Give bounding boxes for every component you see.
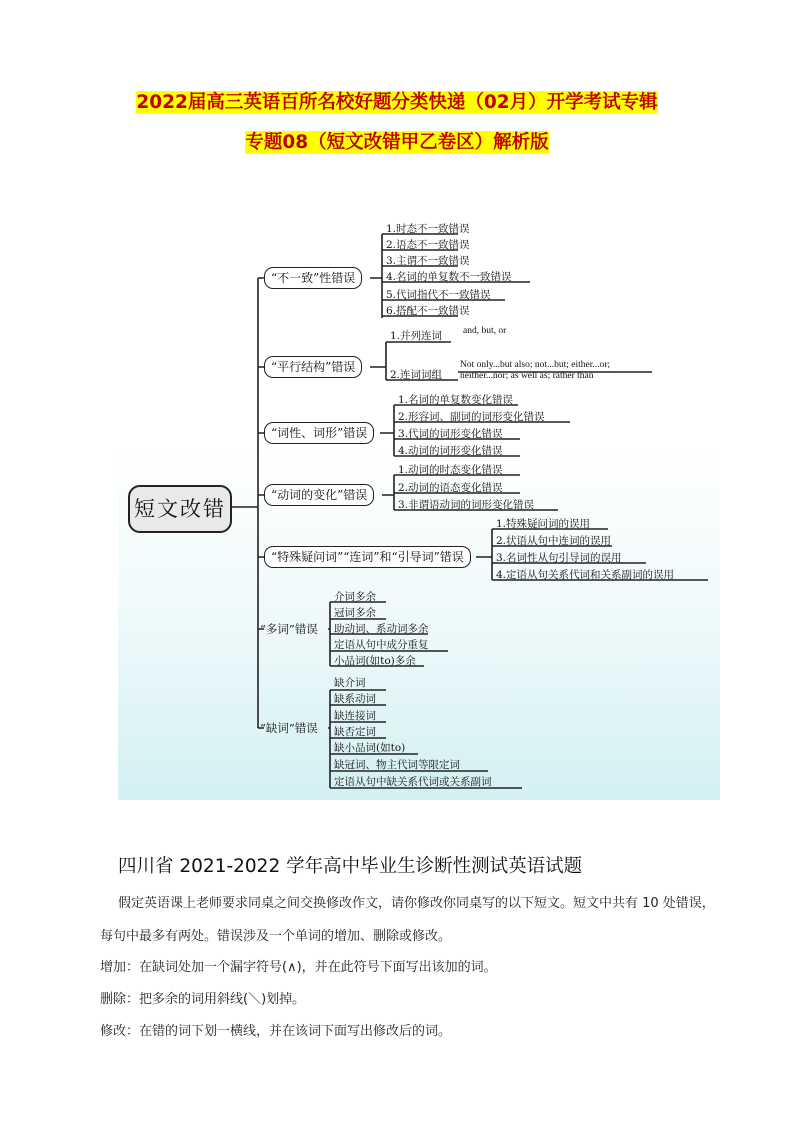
- leaf-redundant-preposition: 介词多余: [334, 591, 376, 603]
- category-verb-change-errors: “动词的变化”错误: [264, 484, 374, 506]
- leaf-missing-particle: 缺小品词(如to): [334, 742, 406, 754]
- section-heading: 四川省 2021-2022 学年高中毕业生诊断性测试英语试题: [118, 856, 583, 877]
- leaf-nonfinite-verb-change: 3.非谓语动词的词形变化错误: [398, 499, 535, 511]
- leaf-missing-connective: 缺连接词: [334, 710, 376, 722]
- leaf-noun-clause-connective-misuse: 3.名词性从句引导词的误用: [496, 552, 622, 564]
- leaf-noun-number-change: 1.名词的单复数变化错误: [398, 394, 514, 406]
- category-redundant-word-errors: “多词”错误: [260, 622, 318, 636]
- document-title-line-2: 专题08（短文改错甲乙卷区）解析版: [245, 132, 549, 153]
- leaf-collocation-inconsistency: 6.搭配不一致错误: [386, 305, 470, 317]
- leaf-missing-relative-word: 定语从句中缺关系代词或关系副词: [334, 776, 492, 788]
- leaf-adj-adv-form-change: 2.形容词、副词的词形变化错误: [398, 411, 545, 423]
- mindmap-root-node: 短文改错: [128, 485, 232, 533]
- category-wh-word-conjunction-errors: “特殊疑问词”“连词”和“引导词”错误: [264, 546, 471, 568]
- leaf-tense-inconsistency: 1.时态不一致错误: [386, 223, 470, 235]
- category-parallel-structure-errors: “平行结构”错误: [264, 356, 362, 378]
- leaf-repeated-clause-element: 定语从句中成分重复: [334, 639, 429, 651]
- category-inconsistency-errors: “不一致”性错误: [264, 267, 362, 289]
- leaf-verb-tense-change: 1.动词的时态变化错误: [398, 464, 503, 476]
- category-missing-word-errors: “缺词”错误: [260, 721, 318, 735]
- leaf-missing-negative: 缺否定词: [334, 726, 376, 738]
- leaf-coordinating-conjunction: 1.并列连词: [390, 330, 443, 342]
- instruction-delete: 删除：把多余的词用斜线(＼)划掉。: [100, 992, 306, 1007]
- note-conjunction-examples: and, but, or: [463, 326, 507, 336]
- leaf-missing-determiner: 缺冠词、物主代词等限定词: [334, 759, 460, 771]
- leaf-redundant-auxiliary: 助动词、系动词多余: [334, 623, 429, 635]
- leaf-pronoun-reference-inconsistency: 5.代词指代不一致错误: [386, 289, 491, 301]
- leaf-verb-form-change: 4.动词的词形变化错误: [398, 445, 503, 457]
- leaf-missing-preposition: 缺介词: [334, 677, 366, 689]
- leaf-wh-word-misuse: 1.特殊疑问词的误用: [496, 518, 591, 530]
- note-conjunction-phrase-line1: Not only...but also; not...but; either...or;: [460, 360, 611, 370]
- leaf-adverbial-clause-conjunction-misuse: 2.状语从句中连词的误用: [496, 535, 612, 547]
- leaf-relative-clause-misuse: 4.定语从句关系代词和关系副词的误用: [496, 569, 675, 581]
- leaf-noun-number-inconsistency: 4.名词的单复数不一致错误: [386, 271, 512, 283]
- document-title-line-1: 2022届高三英语百所名校好题分类快递（02月）开学考试专辑: [136, 92, 658, 113]
- category-word-class-form-errors: “词性、词形”错误: [264, 422, 374, 444]
- leaf-subject-verb-inconsistency: 3.主谓不一致错误: [386, 255, 470, 267]
- instruction-add: 增加：在缺词处加一个漏字符号(∧)，并在此符号下面写出该加的词。: [100, 960, 497, 975]
- leaf-voice-inconsistency: 2.语态不一致错误: [386, 239, 470, 251]
- instruction-modify: 修改：在错的词下划一横线，并在该词下面写出修改后的词。: [100, 1024, 452, 1039]
- note-conjunction-phrase-line2: neither...nor; as well as; rather than: [460, 371, 594, 381]
- leaf-redundant-particle: 小品词(如to)多余: [334, 655, 416, 667]
- leaf-verb-voice-change: 2.动词的语态变化错误: [398, 482, 503, 494]
- leaf-pronoun-form-change: 3.代词的词形变化错误: [398, 428, 503, 440]
- error-types-mindmap: [118, 210, 720, 800]
- leaf-missing-linking-verb: 缺系动词: [334, 693, 376, 705]
- leaf-redundant-article: 冠词多余: [334, 607, 376, 619]
- leaf-conjunction-phrase: 2.连词词组: [390, 369, 443, 381]
- instructions-paragraph: 假定英语课上老师要求同桌之间交换修改作文，请你修改你同桌写的以下短文。短文中共有 10 处错误，每句中最多有两处。错误涉及一个单词的增加、删除或修改。: [100, 896, 715, 944]
